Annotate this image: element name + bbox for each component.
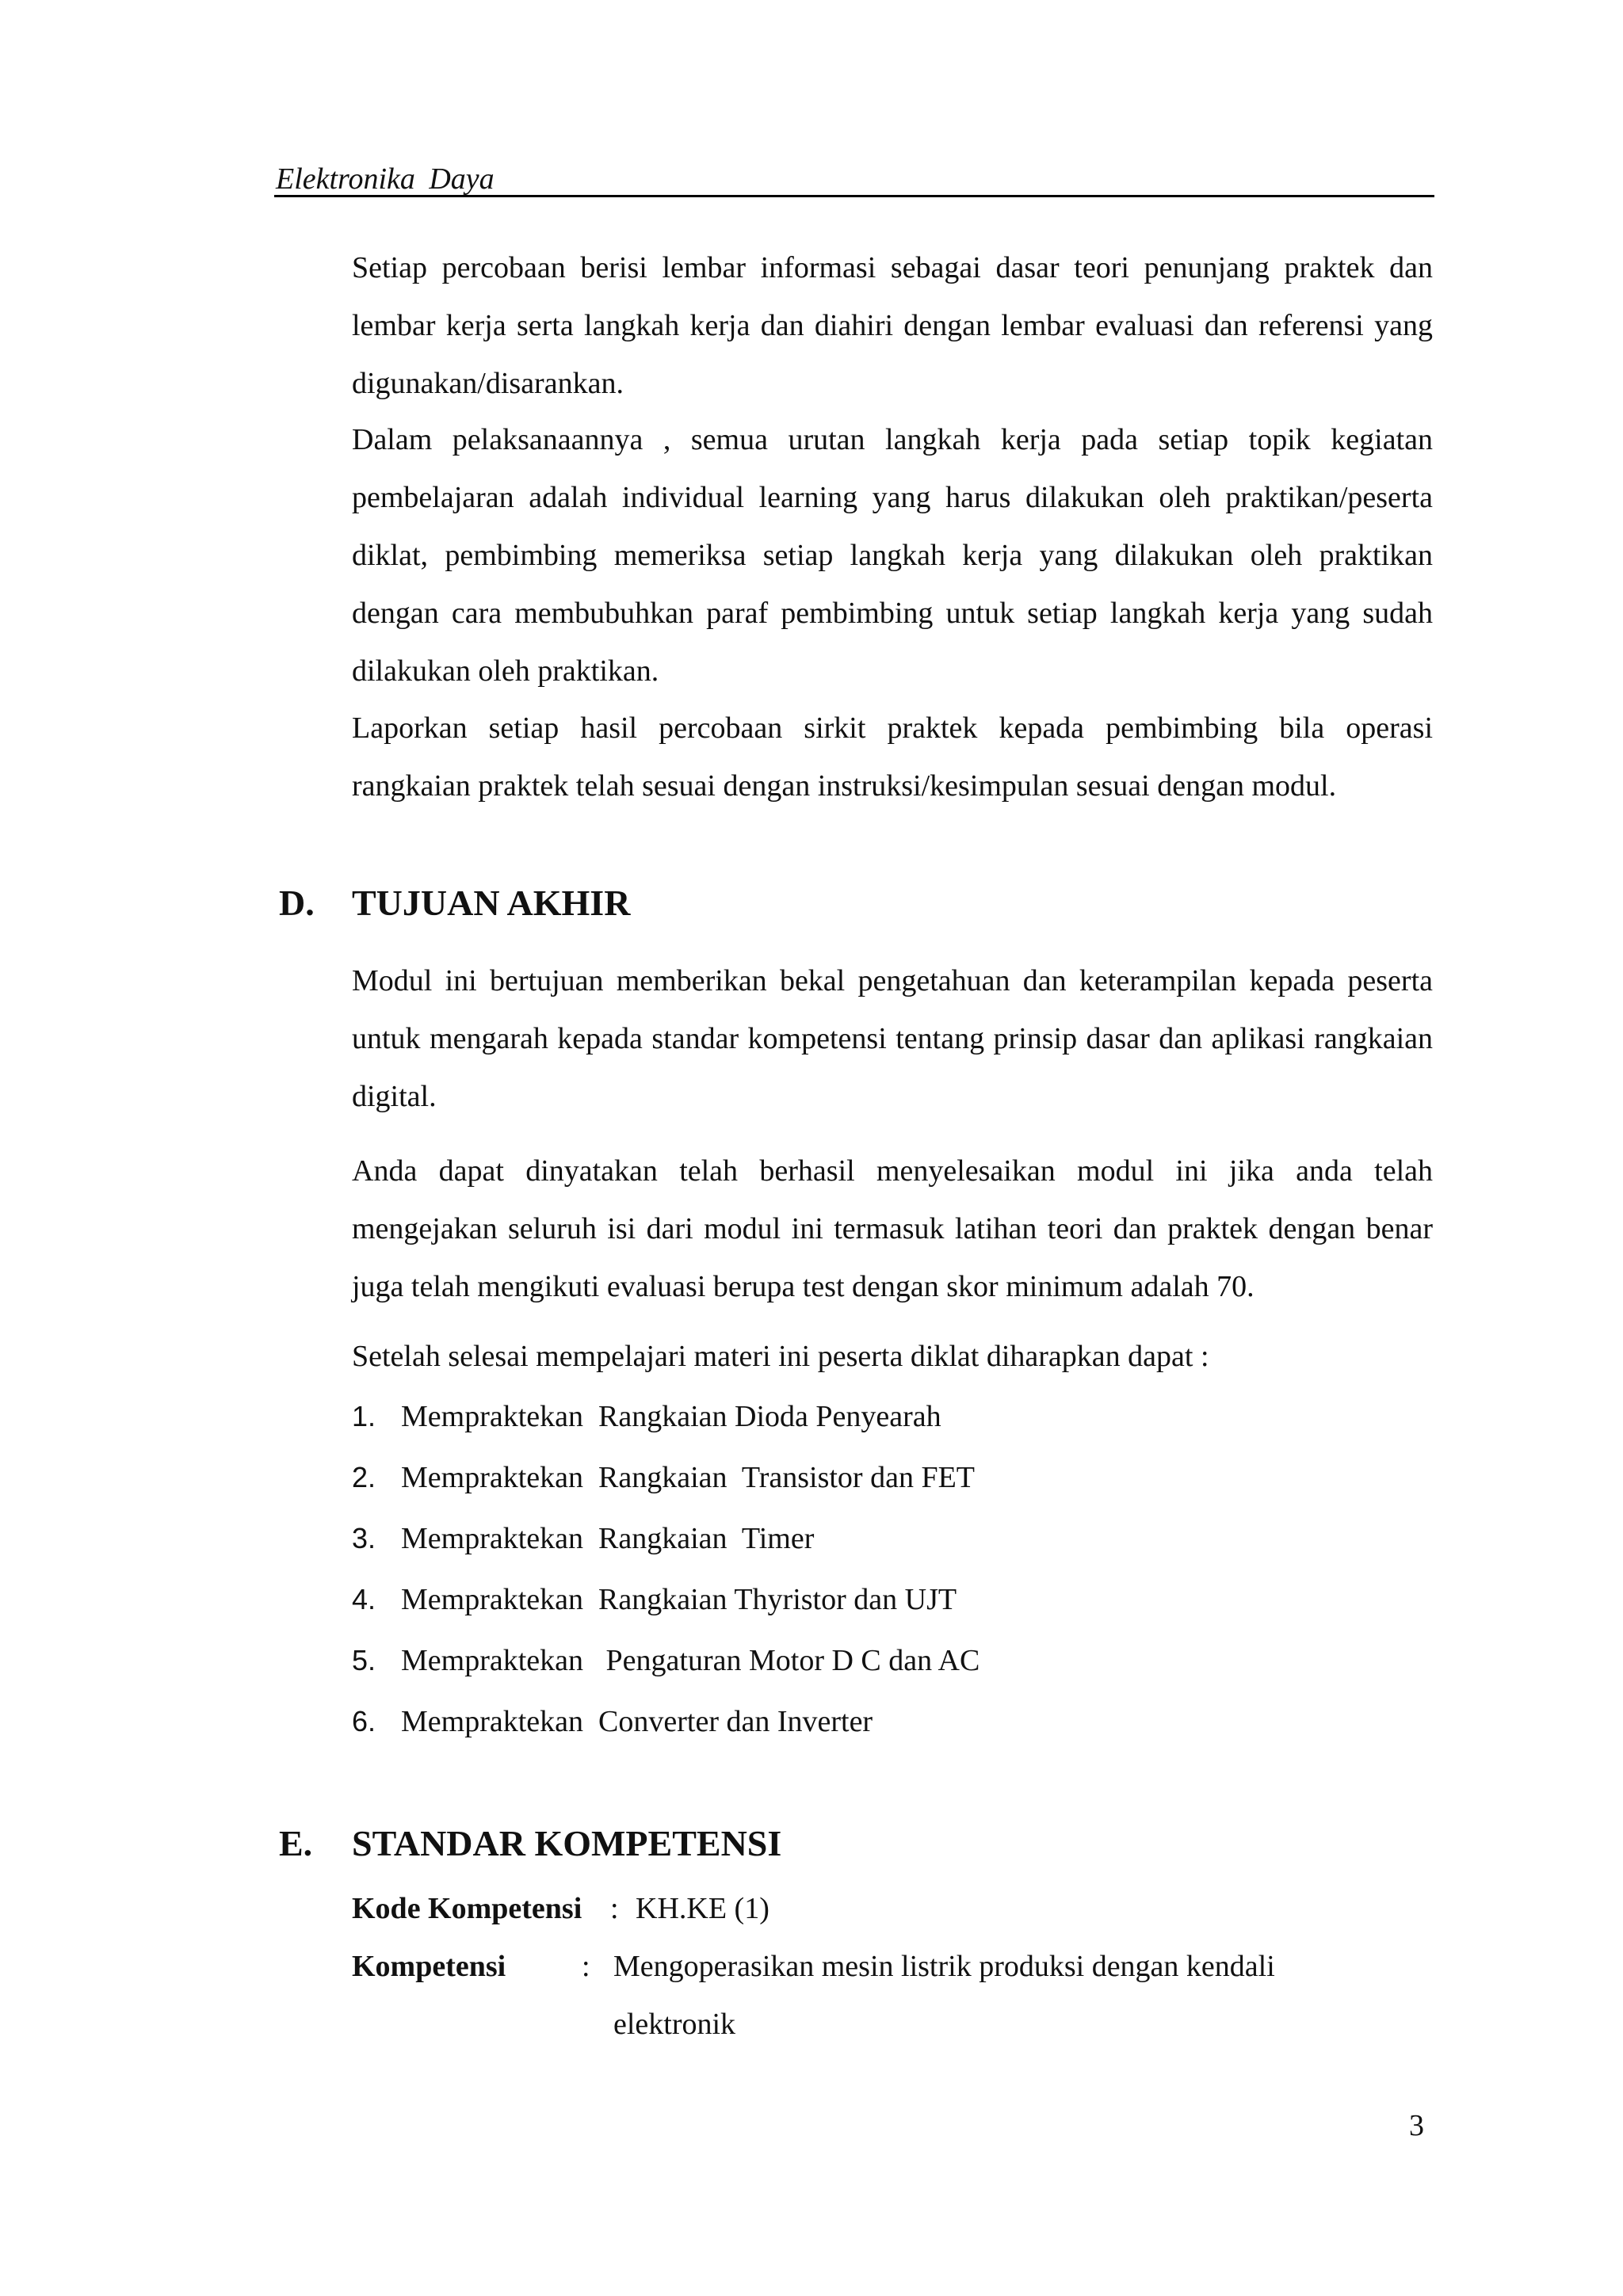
list-item [352,1393,1382,1454]
section-d-title: TUJUAN AKHIR [352,883,631,923]
list-item [352,1698,1382,1759]
list-item-text: Mempraktekan Rangkaian Timer [401,1522,815,1555]
section-e-title: STANDAR KOMPETENSI [352,1823,782,1863]
kompetensi-row [352,1938,1382,2054]
list-item [352,1454,1382,1515]
list-item-number: 5. [352,1644,376,1676]
list-item-number: 1. [352,1400,376,1432]
list-item-number: 3. [352,1522,376,1554]
intro-paragraph-1: Setiap percobaan berisi lembar informasi sebagai dasar teori penunjang praktek dan lembar kerja serta langkah kerja dan diahiri dengan lembar evaluasi dan referensi yang digunakan/disarankan. [352,251,1433,400]
section-e-heading [279,1820,781,1867]
section-d-heading [279,879,630,927]
page-number: 3 [1409,2109,1424,2142]
list-item-text: Mempraktekan Rangkaian Dioda Penyearah [401,1400,941,1433]
list-item-number: 2. [352,1461,376,1493]
section-d-paragraph-3: Setelah selesai mempelajari materi ini peserta diklat diharapkan dapat : [352,1340,1209,1373]
list-item [352,1576,1382,1637]
list-item-text: Mempraktekan Rangkaian Transistor dan FET [401,1461,976,1494]
kode-kompetensi-separator: : [610,1892,619,1925]
list-item-number: 6. [352,1705,376,1737]
header-title: Elektronika Daya [276,162,495,196]
kode-kompetensi-row [352,1880,1065,1938]
kode-kompetensi-value: KH.KE (1) [636,1892,769,1925]
list-item [352,1515,1382,1576]
intro-paragraph-3: Laporkan setiap hasil percobaan sirkit praktek kepada pembimbing bila operasi rangkaian praktek telah sesuai dengan instruksi/kesimpulan sesuai dengan modul. [352,711,1433,803]
section-e-letter: E. [279,1823,313,1863]
kompetensi-label: Kompetensi [352,1950,506,1983]
intro-paragraph-2: Dalam pelaksanaannya , semua urutan langkah kerja pada setiap topik kegiatan pembelajaran adalah individual learning yang harus dilakukan oleh praktikan/peserta diklat, pembimbing memeriksa setiap langkah kerja yang dilakukan oleh praktikan dengan cara membubuhkan paraf pembimbing untuk setiap langkah kerja yang sudah dilakukan oleh praktikan. [352,423,1433,688]
kompetensi-separator: : [582,1950,590,1983]
section-d-paragraph-2: Anda dapat dinyatakan telah berhasil menyelesaikan modul ini jika anda telah mengejakan seluruh isi dari modul ini termasuk latihan teori dan praktek dengan benar juga telah mengikuti evaluasi berupa test dengan skor minimum adalah 70. [352,1154,1433,1303]
list-item-text: Mempraktekan Converter dan Inverter [401,1705,873,1738]
list-item-text: Mempraktekan Rangkaian Thyristor dan UJT [401,1583,957,1616]
section-d-paragraph-1: Modul ini bertujuan memberikan bekal pengetahuan dan keterampilan kepada peserta untuk mengarah kepada standar kompetensi tentang prinsip dasar dan aplikasi rangkaian digital. [352,964,1433,1113]
kode-kompetensi-label: Kode Kompetensi [352,1892,582,1925]
list-item [352,1637,1382,1698]
list-item-text: Mempraktekan Pengaturan Motor D C dan AC [401,1644,980,1677]
objectives-list [352,1393,1382,1759]
section-d-letter: D. [279,883,315,923]
running-header [274,155,1434,197]
kompetensi-value: Mengoperasikan mesin listrik produksi dengan kendali elektronik [613,1950,1275,2041]
list-item-number: 4. [352,1583,376,1615]
